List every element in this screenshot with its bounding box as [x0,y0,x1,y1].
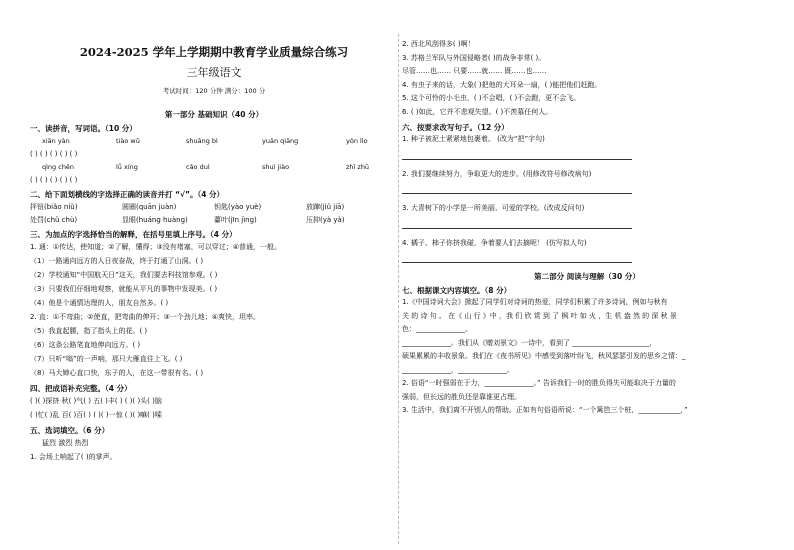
reading-choice[interactable]: 薹叶(jīn jìng) [214,215,257,224]
question-item[interactable]: 6. ( )如此，它并不悲观失望。( )不羡慕任何人。 [402,107,553,116]
rewrite-question: 3. 大青树下的小学是一所美丽、可爱的学校。(改成反问句) [402,204,585,212]
answer-line[interactable] [402,219,632,229]
fill-text[interactable]: 3. 生活中，我们离不开别人的帮助。正如有句俗语所说：“一个篱笆三个桩，____________，” [402,406,688,414]
pinyin: shuì jiào [262,162,290,171]
reading-choice-row-1 [30,200,398,213]
exam-meta: 考试时间：120 分钟 满分：100 分 [162,87,266,95]
pinyin: zhǐ zhū [346,162,370,171]
reading-choice[interactable]: 显眼(huáng huàng) [122,215,188,224]
pinyin: yuān qiāng [262,136,299,145]
fill-text: 关 的 诗 句 。 在《 山 行 》中 ，我 们 欣 赏 到 了 枫 叶 如 火 ，生 机 盎 然 的 深 秋 景 [402,311,677,320]
fill-text[interactable]: 硕果累累的丰收景象。我们在《夜书所见》中感受到落叶纷飞，秋风瑟瑟引发的思乡之情：_ [402,352,686,360]
rewrite-question: 4. 橘子、柿子你挤我碰，争着要人们去摘呢！ (仿写拟人句) [402,238,587,247]
column-divider [398,34,399,544]
section-4-heading: 四、把成语补充完整。（4 分） [30,384,132,393]
pinyin: cǎo duì [186,162,210,171]
idiom-row-2[interactable]: ( )忙( )乱 百( )百( ) ( )( )一惊 ( )( )嘛( )嗦 [30,411,162,419]
section-7-heading: 七、根据课文内容填空。（8 分） [402,286,512,295]
pinyin-row-1 [30,134,398,147]
section-6-heading: 六、按要求改写句子。（12 分） [402,123,509,132]
connective-bank: 尽管……也…… 只要……就…… 既……也…… [402,67,547,75]
section-1-heading: 一、读拼音，写词语。（10 分） [30,124,137,133]
pinyin: shuāng bì [186,136,218,145]
section-3-heading: 三、为加点的字选择恰当的解释，在括号里填上序号。（4 分） [30,230,237,239]
reading-choice[interactable]: 放蹿(jiǔ jiā) [306,202,345,211]
pinyin: yǒn lìo [346,136,368,145]
grade-subtitle: 三年级语文 [186,66,242,79]
reading-choice[interactable]: 圆圈(quān juàn) [122,202,177,211]
question-item[interactable]: 5. 这个可怜的小毛虫，( )不会唱，( )不会跑，更不会飞。 [402,94,581,102]
pinyin-row-2 [30,160,398,173]
fill-text[interactable]: 2. 俗语“一时强弱在于力，______________。” 告诉我们一时的胜负得失可能取决于力量的 [402,379,676,387]
left-column [30,36,398,542]
reading-choice[interactable]: 压抑(yà yà) [306,215,345,224]
fill-text: 强弱，但长远的胜负还是靠谁更占理。 [402,392,521,401]
word-bank: 猛烈 激烈 热烈 [42,439,89,447]
question-item[interactable]: （8）马大婶心直口快，东子的人，在这一带很有名。( ) [30,369,204,377]
answer-brackets-row-1[interactable]: ( ) ( ) ( ) ( ) ( ) [30,149,78,158]
rewrite-question: 2. 我们要继续努力，争取更大的进步。(用修改符号修改病句) [402,169,592,178]
right-column [402,38,772,544]
question-item[interactable]: （6）这条公路笔直地伸向远方。( ) [30,341,141,349]
question-text: 1. 通：①传达，使知道；②了解，懂得；③没有堵塞，可以穿过；④普通，一般。 [30,243,282,251]
question-item[interactable]: 3. 苏格兰军队与外国侵略者( )的战争非常( )。 [402,53,546,62]
question-item[interactable]: （3）只要我们仔细地观察，就能从平凡的事物中发现美。( ) [30,285,218,293]
fill-text[interactable]: ______________，______________。 [402,365,514,374]
fill-text: 1.《中国诗词大会》掀起了同学们对诗词的热爱，同学们积累了许多诗词，例如与秋有 [402,298,668,306]
answer-brackets-row-2[interactable]: ( ) ( ) ( ) ( ) ( ) [30,175,78,184]
rewrite-question: 1. 种子被泥土紧紧地包裹着。 (改为“把”字句) [402,135,545,143]
question-item[interactable]: 4. 有虫子来的话，大象( )把他的大耳朵一扇，( )能把他们赶跑。 [402,80,602,89]
question-item[interactable]: 2. 西北风刮得多( )啊！ [402,40,475,48]
question-item[interactable]: （4）他是个通情达理的人，朋友自然多。( ) [30,299,169,307]
pinyin: tiào wǔ [116,136,140,145]
part-one-heading: 第一部分 基础知识（40 分） [164,110,264,119]
reading-choice[interactable]: 抨钮(biǎo niǔ) [30,202,78,211]
question-item[interactable]: （7）只听“嗡”的一声响，那只大雁直往上飞。( ) [30,355,183,363]
question-item[interactable]: （1）一路通向远方的人日夜奋战，终于打通了山洞。( ) [30,257,204,265]
question-item[interactable]: （2）学校通知“中国航天日”这天，我们要去科技馆参观。( ) [30,271,218,279]
answer-line[interactable] [402,184,632,194]
fill-text[interactable]: ______________。我们从《赠刘景文》一诗中，看到了 ______________________， [402,338,657,347]
reading-choice-row-2 [30,213,398,226]
reading-choice[interactable]: 钥匙(yào yuè) [214,202,262,211]
answer-line[interactable] [402,253,632,263]
reading-choice[interactable]: 处罚(chǔ chù) [30,215,78,224]
question-item[interactable]: （5）我直起腰，指了指头上的花。( ) [30,327,148,335]
fill-text[interactable]: 色：______________。 [402,325,472,333]
pinyin: xiān yàn [42,136,70,145]
answer-line[interactable] [402,150,632,160]
pinyin: qìng chēn [42,162,75,171]
exam-title: 2024-2025 学年上学期期中教育学业质量综合练习 [79,45,349,59]
section-2-heading: 二、给下面划横线的字选择正确的读音并打 “√”。（4 分） [30,190,225,199]
pinyin: lǚ xíng [116,162,138,171]
question-text: 2. 直：①不弯曲；②使直，把弯曲的伸开；③一个劲儿地；④爽快，坦率。 [30,313,261,321]
section-5-heading: 五、选词填空。（6 分） [30,426,110,435]
question-item[interactable]: 1. 会场上响起了( )的掌声。 [30,453,117,461]
idiom-row-1[interactable]: ( )( )探挤 秋( )气( ) 五( )丰( ) ( )( )头( )脑 [30,397,162,405]
part-two-heading: 第二部分 阅读与理解（30 分） [534,272,640,281]
